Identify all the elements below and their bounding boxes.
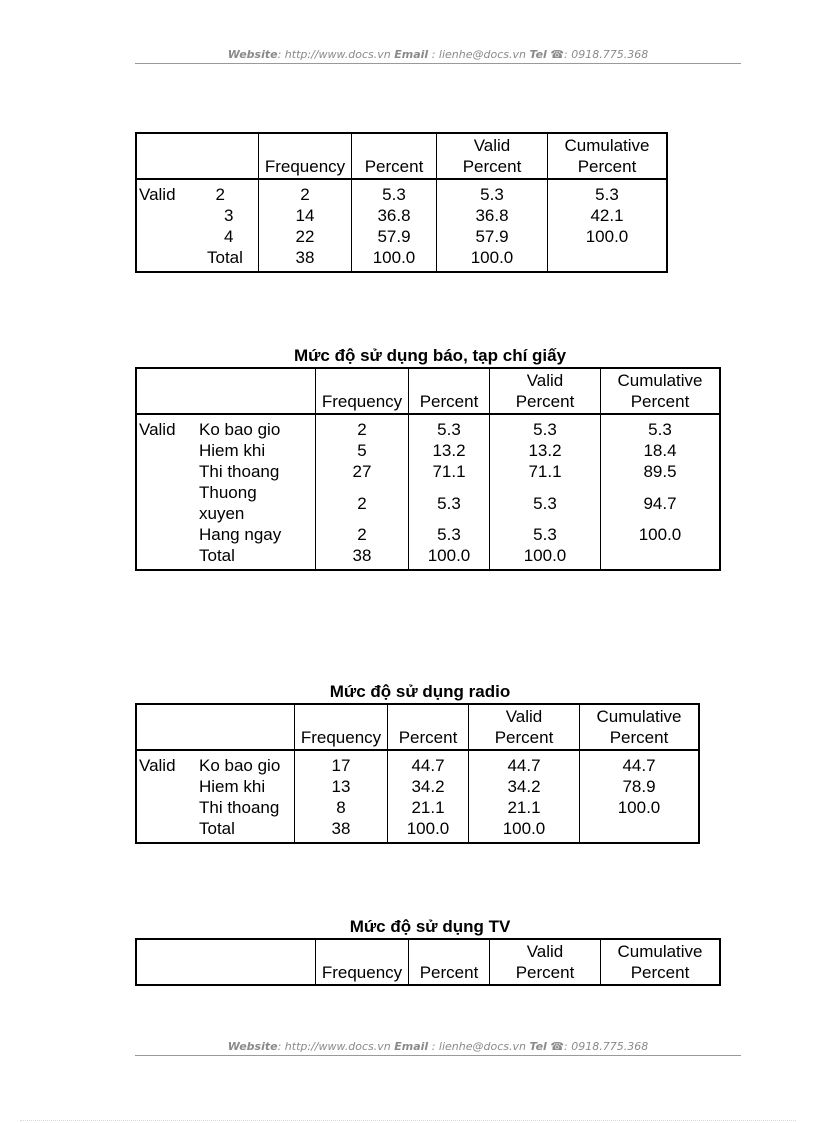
- cell-valid-percent: 71.1: [490, 461, 601, 482]
- website-label: Website: [227, 1040, 278, 1053]
- row-label: Hiem khi: [199, 777, 266, 796]
- email-value: : lienhe@docs.vn: [431, 48, 526, 61]
- cell-valid-percent: 21.1: [469, 797, 580, 818]
- col-valid-percent: Valid Percent: [469, 704, 580, 750]
- cell-frequency: 14: [259, 205, 352, 226]
- cell-valid-percent: 100.0: [437, 247, 548, 272]
- page-header: [135, 48, 741, 64]
- cell-cumulative-percent: 5.3: [601, 414, 721, 440]
- cell-percent: 57.9: [352, 226, 437, 247]
- cell-frequency: 5: [316, 440, 409, 461]
- table-row: [136, 226, 667, 247]
- col-frequency: Frequency: [295, 704, 388, 750]
- col-percent: Percent: [409, 939, 490, 985]
- cell-valid-percent: 100.0: [469, 818, 580, 843]
- cell-frequency: 2: [316, 524, 409, 545]
- cell-percent: 71.1: [409, 461, 490, 482]
- cell-valid-percent: 44.7: [469, 750, 580, 776]
- table-row: [136, 414, 720, 440]
- phone-icon: ☎: [550, 48, 565, 61]
- cell-cumulative-percent: 44.7: [580, 750, 700, 776]
- email-label: Email: [394, 1040, 429, 1053]
- col-valid-percent: Valid Percent: [490, 368, 601, 414]
- col-percent: Percent: [409, 368, 490, 414]
- table-row: [136, 750, 699, 776]
- cell-frequency: 17: [295, 750, 388, 776]
- table-row: [136, 440, 720, 461]
- cell-percent: 100.0: [409, 545, 490, 570]
- cell-percent: 5.3: [409, 414, 490, 440]
- table-title: Mức độ sử dụng báo, tạp chí giấy: [293, 346, 567, 365]
- tel-label: Tel: [529, 1040, 547, 1053]
- cell-frequency: 2: [259, 179, 352, 205]
- table-row: [136, 461, 720, 482]
- cell-valid-percent: 5.3: [437, 179, 548, 205]
- table-row-total: [136, 545, 720, 570]
- cell-frequency: 27: [316, 461, 409, 482]
- cell-cumulative-percent: 100.0: [580, 797, 700, 818]
- cell-valid-percent: 5.3: [490, 414, 601, 440]
- col-cumulative-percent: Cumulative Percent: [601, 368, 721, 414]
- row-label: Thuong xuyen: [199, 483, 257, 523]
- frequency-table-1: [135, 132, 668, 273]
- email-value: : lienhe@docs.vn: [431, 1040, 526, 1053]
- cell-cumulative-percent: 89.5: [601, 461, 721, 482]
- table-row: [136, 482, 720, 524]
- col-cumulative-percent: Cumulative Percent: [548, 133, 668, 179]
- cell-frequency: 2: [316, 482, 409, 524]
- col-frequency: Frequency: [259, 133, 352, 179]
- cell-cumulative-percent: [601, 545, 721, 570]
- tel-label: Tel: [529, 48, 547, 61]
- row-group-label: Valid Ko bao gio: [139, 756, 281, 775]
- row-label: Thi thoang: [199, 798, 280, 817]
- cell-valid-percent: 34.2: [469, 776, 580, 797]
- cell-percent: 5.3: [352, 179, 437, 205]
- table-row: [136, 179, 667, 205]
- table-row: [136, 797, 699, 818]
- cell-percent: 34.2: [388, 776, 469, 797]
- cell-valid-percent: 5.3: [490, 524, 601, 545]
- row-label: Total: [199, 546, 235, 565]
- tel-value: : 0918.775.368: [564, 48, 649, 61]
- cell-frequency: 22: [259, 226, 352, 247]
- row-label: 3: [224, 206, 234, 225]
- row-label: Hang ngay: [199, 525, 282, 544]
- cell-valid-percent: 5.3: [490, 482, 601, 524]
- cell-frequency: 13: [295, 776, 388, 797]
- col-percent: Percent: [388, 704, 469, 750]
- cell-cumulative-percent: [548, 247, 668, 272]
- frequency-table-newspaper: [135, 343, 725, 571]
- cell-frequency: 2: [316, 414, 409, 440]
- row-label: Thi thoang: [199, 462, 280, 481]
- row-label: Hiem khi: [199, 441, 266, 460]
- cell-percent: 21.1: [388, 797, 469, 818]
- table-row-total: [136, 818, 699, 843]
- frequency-table-radio: [135, 679, 705, 844]
- col-valid-percent: Valid Percent: [490, 939, 601, 985]
- table-title: Mức độ sử dụng radio: [329, 682, 511, 701]
- phone-icon: ☎: [550, 1040, 565, 1053]
- col-frequency: Frequency: [316, 368, 409, 414]
- header-blank: [136, 368, 316, 414]
- row-group-label: Valid 2: [139, 185, 226, 204]
- cell-valid-percent: 36.8: [437, 205, 548, 226]
- cell-percent: 5.3: [409, 524, 490, 545]
- cell-percent: 100.0: [388, 818, 469, 843]
- col-cumulative-percent: Cumulative Percent: [580, 704, 700, 750]
- cell-cumulative-percent: 5.3: [548, 179, 668, 205]
- row-label: Total: [207, 248, 243, 267]
- cell-cumulative-percent: 100.0: [548, 226, 668, 247]
- website-value: : http://www.docs.vn: [277, 1040, 391, 1053]
- website-label: Website: [227, 48, 278, 61]
- cell-cumulative-percent: 42.1: [548, 205, 668, 226]
- cell-frequency: 38: [295, 818, 388, 843]
- header-blank: [136, 133, 259, 179]
- row-label: 4: [224, 227, 234, 246]
- email-label: Email: [394, 48, 429, 61]
- cell-cumulative-percent: 78.9: [580, 776, 700, 797]
- cell-percent: 5.3: [409, 482, 490, 524]
- row-label: Total: [199, 819, 235, 838]
- tel-value: : 0918.775.368: [564, 1040, 649, 1053]
- cell-cumulative-percent: [580, 818, 700, 843]
- cell-cumulative-percent: 100.0: [601, 524, 721, 545]
- table-row-total: [136, 247, 667, 272]
- cell-frequency: 38: [316, 545, 409, 570]
- cell-valid-percent: 13.2: [490, 440, 601, 461]
- table-row: [136, 205, 667, 226]
- table-title: Mức độ sử dụng TV: [349, 917, 511, 936]
- row-group-label: Valid Ko bao gio: [139, 420, 281, 439]
- cell-frequency: 8: [295, 797, 388, 818]
- header-blank: [136, 704, 295, 750]
- col-frequency: Frequency: [316, 939, 409, 985]
- website-value: : http://www.docs.vn: [277, 48, 391, 61]
- table-row: [136, 776, 699, 797]
- col-cumulative-percent: Cumulative Percent: [601, 939, 721, 985]
- cell-cumulative-percent: 18.4: [601, 440, 721, 461]
- col-valid-percent: Valid Percent: [437, 133, 548, 179]
- cell-frequency: 38: [259, 247, 352, 272]
- cell-percent: 44.7: [388, 750, 469, 776]
- table-row: [136, 524, 720, 545]
- page-footer: [135, 1040, 741, 1056]
- frequency-table-tv: [135, 914, 725, 986]
- cell-valid-percent: 100.0: [490, 545, 601, 570]
- cell-valid-percent: 57.9: [437, 226, 548, 247]
- cell-cumulative-percent: 94.7: [601, 482, 721, 524]
- cell-percent: 36.8: [352, 205, 437, 226]
- header-blank: [136, 939, 316, 985]
- col-percent: Percent: [352, 133, 437, 179]
- cell-percent: 100.0: [352, 247, 437, 272]
- page-edge-divider: [20, 1120, 796, 1121]
- cell-percent: 13.2: [409, 440, 490, 461]
